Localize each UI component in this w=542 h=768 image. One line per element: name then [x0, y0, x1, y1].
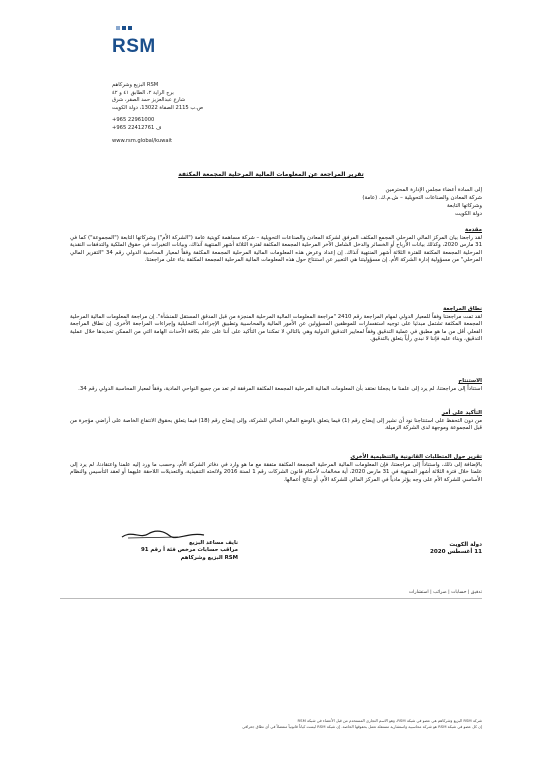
signatory-firm: RSM البزيع وشركاهم — [180, 554, 238, 561]
section-heading-conclusion: الاستنتاج — [458, 378, 482, 384]
section-heading-scope: نطاق المراجعة — [443, 306, 482, 312]
section-heading-legal: تقرير حول المتطلبات القانونية والتنظيمية الأخرى — [350, 454, 482, 460]
footer-services: تدقيق | حسابات | ضرائب | استشارات — [408, 590, 482, 595]
signatory-block — [118, 540, 238, 562]
signatory-name: نايف مساعد البزيع — [188, 540, 238, 546]
section-heading-emphasis: التأكيد على أمر — [441, 410, 482, 416]
firm-address — [112, 82, 232, 145]
section-text-emphasis: من دون التحفظ على استنتاجنا نود أن نشير إلى إيضاح رقم (1) فيما يتعلق بالوضع المالي الحالي للشركة، وإلى إيضاح رقم (18) فيما يتعلق بحقوق الانتفاع الخاصة على أراضي مؤجرة من قبل المجموعة وموجهة لدى الشركة الزميلة. — [70, 418, 482, 432]
addressee-line: شركة المعادن والصناعات التحويلية – ش.م.ك. (عامة) — [362, 195, 482, 201]
section-text-conclusion: استناداً إلى مراجعتنا، لم يرد إلى علمنا ما يجعلنا نعتقد بأن المعلومات المالية المرحلية المجمعة المكثفة المرفقة لم تعد من جميع النواحي المادية، وفقاً لمعيار المحاسبة الدولي رقم 34. — [78, 386, 482, 392]
signatory-license: مراقب حسابات مرخص فئة أ رقم 91 — [140, 547, 238, 554]
report-place: دولة الكويت — [449, 542, 482, 548]
place-date-block — [430, 542, 482, 557]
signature-mark — [118, 528, 208, 540]
addressee-line: دولة الكويت — [455, 211, 482, 217]
fax-number: +965 22412761 ف — [112, 124, 162, 131]
rsm-logo — [112, 26, 162, 62]
footer-legal-line: إن كل عضو في شبكة RSM هو شركة محاسبية واستشارية مستقلة تعمل بحقوقها الخاصة. إن شبكة RSM ليست كياناً قانونياً منفصلاً في أي نطاق جغرافي — [242, 724, 482, 729]
section-heading-introduction: مقدمة — [465, 227, 482, 233]
address-line: RSM البزيع وشركاهم — [112, 82, 159, 88]
report-title: تقرير المراجعة عن المعلومات المالية المرحلية المجمعة المكثفة — [178, 171, 364, 178]
section-text-scope: لقد تمت مراجعتنا وفقاً للمعيار الدولي لمهام المراجعة رقم 2410 "مراجعة المعلومات المالية المرحلية المنجزة من قبل المدقق المستقل للمنشأة". إن مراجعة المعلومات المالية المرحلية المجمعة المكثفة تشتمل مبدئيا على توجيه استفسارات للموظفين المسؤولين عن الأمور المالية والمحاسبية وتطبيق الإجراءات التحليلية وإجراءات المراجعة الأخرى. إن نطاق المراجعة الفعلي أقل من ما هو مطبق في عملية التدقيق وفقاً لمعايير التدقيق الدولية وهي بالتالي لا تمكننا من التأكيد على أننا على علم بكافة الأحداث الهامة التي من الممكن تحديدها خلال عملية التدقيق، وبناء عليه فإننا لا نبدي رأياً يتعلق بالتدقيق. — [70, 314, 482, 342]
website-link[interactable]: www.rsm.global/kuwait — [112, 137, 173, 144]
logo-squares-icon — [116, 26, 132, 30]
phone-number: +965 22961000 — [112, 117, 155, 124]
addressee-line: وشركاتها التابعة — [446, 203, 482, 209]
footer-divider — [60, 598, 482, 599]
logo-wordmark: RSM — [112, 36, 156, 57]
address-line: شارع عبدالعزيز حمد الصقر، شرق — [112, 97, 186, 104]
report-date: 11 أغسطس 2020 — [429, 549, 482, 556]
footer-legal-line: شركة RSM البزيع وشركاهم هي عضو في شبكة RSM، وهو الاسم التجاري المستخدم من قبل الأعضاء في شبكة RSM — [297, 718, 482, 723]
addressee-line: إلى السادة أعضاء مجلس الإدارة المحترمين — [385, 187, 482, 193]
address-line: برج الراية ٢، الطابق ٤١ و ٤٢ — [112, 89, 174, 96]
address-line: ص.ب 2115 الصفاة 13022، دولة الكويت — [112, 104, 204, 111]
section-text-introduction: لقد راجعنا بيان المركز المالي المرحلي المجمع المكثف المرفق لشركة المعادن والصناعات التحويلية – شركة مساهمة كويتية عامة ("الشركة الأم") وشركاتها التابعة ("المجموعة") كما في 31 مارس 2020، وكذلك بيانات الأرباح أو الخسائر والدخل الشامل الآخر المرحلية المجمعة المكثفة لفترة الثلاثة أشهر المنتهية آنذاك، وبيانات التغيرات في حقوق الملكية والتدفقات النقدية المرحلية المجمعة المكثفة للفترة الثلاثة أشهر المنتهية آنذاك. إن إعداد وعرض هذه المعلومات المالية المرحلية المجمعة المكثفة وفقاً لمعيار المحاسبة الدولي رقم 34 "التقرير المالي المرحلي" من مسؤولية إدارة الشركة الأم. إن مسؤوليتنا هي التعبير عن استنتاج حول هذه المعلومات المالية المرحلية المجمعة المكثفة بناء على مراجعتنا. — [70, 235, 483, 263]
section-text-legal: بالإضافة إلى ذلك، واستناداً إلى مراجعتنا، فإن المعلومات المالية المرحلية المجمعة المكثفة متفقة مع ما هو وارد في دفاتر الشركة الأم، وحسب ما ورد إليه علمنا واعتقادنا، لم يرد إلى علمنا خلال فترة الثلاثة أشهر المنتهية في 31 مارس 2020، أية مخالفات لأحكام قانون الشركات رقم 1 لسنة 2016 ولائحته التنفيذية، والتعديلات اللاحقة عليهما أو لعقد التأسيس والنظام الأساسي للشركة الأم على وجه يؤثر مادياً في المركز المالي للشركة الأم، أو نتائج أعمالها. — [70, 462, 482, 483]
